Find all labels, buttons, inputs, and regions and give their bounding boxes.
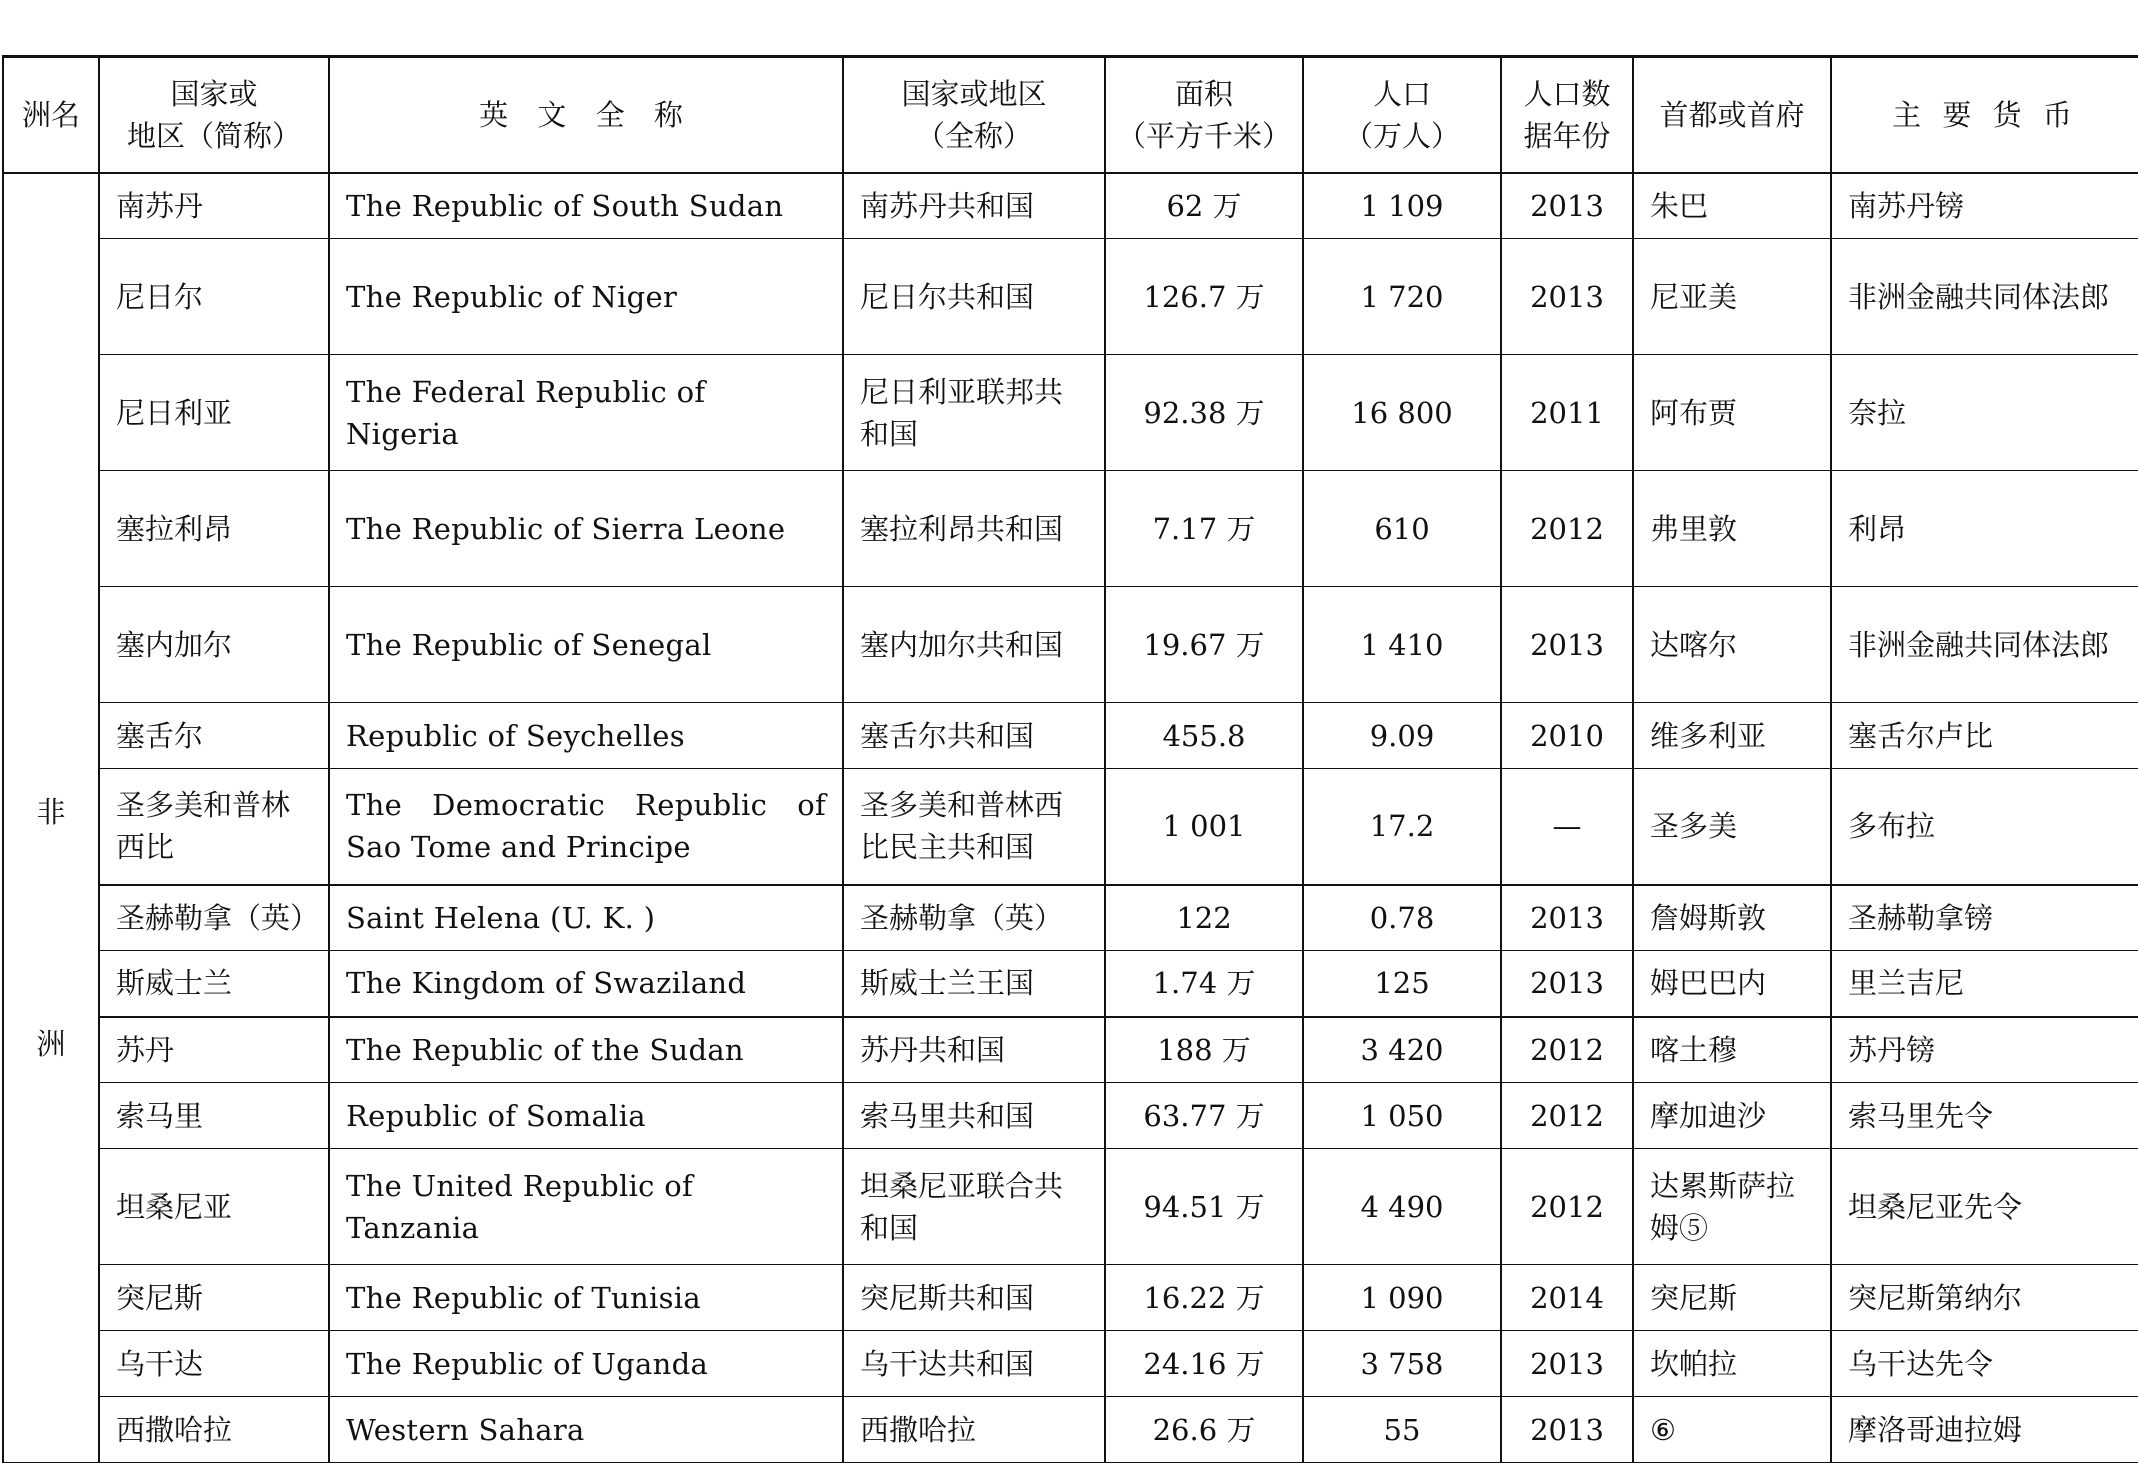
cell-full-name: 塞舌尔共和国	[843, 703, 1105, 769]
cell-currency: 利昂	[1831, 471, 2138, 587]
cell-capital: 弗里敦	[1633, 471, 1831, 587]
cell-capital: 摩加迪沙	[1633, 1083, 1831, 1149]
header-population-line1: 人口	[1372, 76, 1431, 111]
header-year	[1501, 57, 1633, 173]
cell-currency: 多布拉	[1831, 769, 2138, 885]
cell-year: 2014	[1501, 1265, 1633, 1331]
table-row	[3, 1083, 2138, 1149]
table-body	[3, 173, 2138, 1463]
cell-capital: 詹姆斯敦	[1633, 885, 1831, 951]
cell-short-name: 索马里	[99, 1083, 329, 1149]
header-short-name-line2: 地区（简称）	[126, 118, 301, 153]
continent-cell	[3, 173, 99, 1463]
cell-full-name: 坦桑尼亚联合共和国	[843, 1149, 1105, 1265]
cell-english-name: The Democratic Republic of Sao Tome and Principe	[329, 769, 843, 885]
header-full-name-line1: 国家或地区	[901, 76, 1047, 111]
cell-area: 122	[1105, 885, 1303, 951]
cell-currency: 索马里先令	[1831, 1083, 2138, 1149]
cell-area: 1 001	[1105, 769, 1303, 885]
cell-population: 1 720	[1303, 239, 1501, 355]
cell-capital: 坎帕拉	[1633, 1331, 1831, 1397]
header-english-name-label: 英 文 全 称	[479, 97, 693, 132]
cell-population: 610	[1303, 471, 1501, 587]
cell-full-name: 苏丹共和国	[843, 1017, 1105, 1083]
cell-short-name: 尼日尔	[99, 239, 329, 355]
cell-short-name: 西撒哈拉	[99, 1397, 329, 1463]
cell-short-name: 塞内加尔	[99, 587, 329, 703]
cell-population: 17.2	[1303, 769, 1501, 885]
cell-year: 2013	[1501, 1397, 1633, 1463]
cell-area: 24.16 万	[1105, 1331, 1303, 1397]
table-row	[3, 471, 2138, 587]
cell-short-name: 南苏丹	[99, 173, 329, 239]
cell-year: —	[1501, 769, 1633, 885]
header-population-line2: （万人）	[1343, 118, 1460, 153]
header-row	[3, 57, 2138, 173]
cell-english-name: Republic of Seychelles	[329, 703, 843, 769]
table-row	[3, 1331, 2138, 1397]
cell-area: 94.51 万	[1105, 1149, 1303, 1265]
country-table	[2, 55, 2138, 1463]
cell-english-name: The Kingdom of Swaziland	[329, 951, 843, 1017]
cell-full-name: 西撒哈拉	[843, 1397, 1105, 1463]
cell-currency: 突尼斯第纳尔	[1831, 1265, 2138, 1331]
cell-capital: 姆巴巴内	[1633, 951, 1831, 1017]
header-continent	[3, 57, 99, 173]
cell-area: 63.77 万	[1105, 1083, 1303, 1149]
header-short-name-line1: 国家或	[170, 76, 258, 111]
cell-full-name: 塞内加尔共和国	[843, 587, 1105, 703]
cell-currency: 苏丹镑	[1831, 1017, 2138, 1083]
header-short-name	[99, 57, 329, 173]
table-row	[3, 355, 2138, 471]
header-full-name-line2: （全称）	[915, 118, 1032, 153]
cell-year: 2012	[1501, 1149, 1633, 1265]
cell-capital: 圣多美	[1633, 769, 1831, 885]
cell-area: 62 万	[1105, 173, 1303, 239]
table-header	[3, 57, 2138, 173]
cell-population: 3 758	[1303, 1331, 1501, 1397]
header-capital	[1633, 57, 1831, 173]
table-row	[3, 885, 2138, 951]
table-row	[3, 1149, 2138, 1265]
table-row	[3, 1397, 2138, 1463]
cell-year: 2012	[1501, 471, 1633, 587]
cell-full-name: 索马里共和国	[843, 1083, 1105, 1149]
cell-full-name: 圣赫勒拿（英）	[843, 885, 1105, 951]
cell-currency: 圣赫勒拿镑	[1831, 885, 2138, 951]
cell-area: 7.17 万	[1105, 471, 1303, 587]
cell-currency: 里兰吉尼	[1831, 951, 2138, 1017]
cell-area: 19.67 万	[1105, 587, 1303, 703]
cell-year: 2010	[1501, 703, 1633, 769]
cell-short-name: 突尼斯	[99, 1265, 329, 1331]
cell-full-name: 乌干达共和国	[843, 1331, 1105, 1397]
cell-english-name: The Republic of Sierra Leone	[329, 471, 843, 587]
cell-population: 1 090	[1303, 1265, 1501, 1331]
cell-english-name: The Republic of Uganda	[329, 1331, 843, 1397]
cell-area: 188 万	[1105, 1017, 1303, 1083]
cell-short-name: 塞舌尔	[99, 703, 329, 769]
cell-area: 126.7 万	[1105, 239, 1303, 355]
cell-year: 2013	[1501, 173, 1633, 239]
cell-capital: 朱巴	[1633, 173, 1831, 239]
cell-currency: 塞舌尔卢比	[1831, 703, 2138, 769]
cell-population: 9.09	[1303, 703, 1501, 769]
cell-population: 4 490	[1303, 1149, 1501, 1265]
header-currency	[1831, 57, 2138, 173]
table-row	[3, 703, 2138, 769]
cell-english-name: Western Sahara	[329, 1397, 843, 1463]
cell-area: 1.74 万	[1105, 951, 1303, 1017]
cell-currency: 非洲金融共同体法郎	[1831, 239, 2138, 355]
cell-currency: 南苏丹镑	[1831, 173, 2138, 239]
cell-capital: 尼亚美	[1633, 239, 1831, 355]
cell-english-name: Republic of Somalia	[329, 1083, 843, 1149]
cell-currency: 非洲金融共同体法郎	[1831, 587, 2138, 703]
cell-english-name: Saint Helena (U. K. )	[329, 885, 843, 951]
cell-area: 26.6 万	[1105, 1397, 1303, 1463]
header-currency-label: 主 要 货 币	[1892, 97, 2078, 132]
cell-year: 2013	[1501, 885, 1633, 951]
cell-area: 455.8	[1105, 703, 1303, 769]
cell-population: 16 800	[1303, 355, 1501, 471]
table-row	[3, 951, 2138, 1017]
cell-full-name: 突尼斯共和国	[843, 1265, 1105, 1331]
cell-area: 16.22 万	[1105, 1265, 1303, 1331]
header-english-name	[329, 57, 843, 173]
cell-full-name: 圣多美和普林西比民主共和国	[843, 769, 1105, 885]
header-full-name	[843, 57, 1105, 173]
header-capital-label: 首都或首府	[1659, 97, 1805, 132]
cell-area: 92.38 万	[1105, 355, 1303, 471]
header-area-line1: 面积	[1174, 76, 1233, 111]
cell-full-name: 塞拉利昂共和国	[843, 471, 1105, 587]
cell-currency: 摩洛哥迪拉姆	[1831, 1397, 2138, 1463]
cell-year: 2012	[1501, 1083, 1633, 1149]
header-area	[1105, 57, 1303, 173]
header-population	[1303, 57, 1501, 173]
cell-currency: 奈拉	[1831, 355, 2138, 471]
cell-year: 2013	[1501, 587, 1633, 703]
cell-english-name: The Republic of South Sudan	[329, 173, 843, 239]
continent-char-1: 非	[36, 794, 66, 829]
cell-currency: 坦桑尼亚先令	[1831, 1149, 2138, 1265]
cell-year: 2013	[1501, 1331, 1633, 1397]
table-row	[3, 587, 2138, 703]
cell-english-name: The Republic of Senegal	[329, 587, 843, 703]
table-row	[3, 173, 2138, 239]
cell-capital: 维多利亚	[1633, 703, 1831, 769]
table-row	[3, 239, 2138, 355]
cell-population: 3 420	[1303, 1017, 1501, 1083]
cell-english-name: The Federal Republic of Nigeria	[329, 355, 843, 471]
cell-population: 1 050	[1303, 1083, 1501, 1149]
cell-short-name: 尼日利亚	[99, 355, 329, 471]
cell-capital: ⑥	[1633, 1397, 1831, 1463]
cell-population: 1 410	[1303, 587, 1501, 703]
header-year-line2: 据年份	[1523, 118, 1611, 153]
cell-short-name: 斯威士兰	[99, 951, 329, 1017]
cell-population: 125	[1303, 951, 1501, 1017]
cell-short-name: 圣赫勒拿（英）	[99, 885, 329, 951]
cell-short-name: 苏丹	[99, 1017, 329, 1083]
header-continent-label: 洲名	[21, 97, 80, 132]
continent-label	[20, 571, 82, 1065]
cell-population: 0.78	[1303, 885, 1501, 951]
cell-capital: 喀土穆	[1633, 1017, 1831, 1083]
cell-year: 2012	[1501, 1017, 1633, 1083]
cell-population: 1 109	[1303, 173, 1501, 239]
cell-year: 2011	[1501, 355, 1633, 471]
cell-english-name: The United Republic of Tanzania	[329, 1149, 843, 1265]
cell-full-name: 尼日利亚联邦共和国	[843, 355, 1105, 471]
cell-currency: 乌干达先令	[1831, 1331, 2138, 1397]
cell-short-name: 圣多美和普林西比	[99, 769, 329, 885]
cell-full-name: 尼日尔共和国	[843, 239, 1105, 355]
cell-full-name: 南苏丹共和国	[843, 173, 1105, 239]
cell-year: 2013	[1501, 239, 1633, 355]
table-row	[3, 1017, 2138, 1083]
cell-short-name: 塞拉利昂	[99, 471, 329, 587]
cell-english-name: The Republic of Tunisia	[329, 1265, 843, 1331]
cell-english-name: The Republic of the Sudan	[329, 1017, 843, 1083]
table-row	[3, 769, 2138, 885]
cell-population: 55	[1303, 1397, 1501, 1463]
cell-short-name: 乌干达	[99, 1331, 329, 1397]
cell-short-name: 坦桑尼亚	[99, 1149, 329, 1265]
header-year-line1: 人口数	[1523, 76, 1611, 111]
cell-year: 2013	[1501, 951, 1633, 1017]
cell-capital: 达累斯萨拉姆⑤	[1633, 1149, 1831, 1265]
continent-char-2: 洲	[36, 1026, 66, 1061]
header-area-line2: （平方千米）	[1116, 118, 1291, 153]
cell-capital: 阿布贾	[1633, 355, 1831, 471]
cell-capital: 达喀尔	[1633, 587, 1831, 703]
table-row	[3, 1265, 2138, 1331]
cell-capital: 突尼斯	[1633, 1265, 1831, 1331]
cell-english-name: The Republic of Niger	[329, 239, 843, 355]
cell-full-name: 斯威士兰王国	[843, 951, 1105, 1017]
